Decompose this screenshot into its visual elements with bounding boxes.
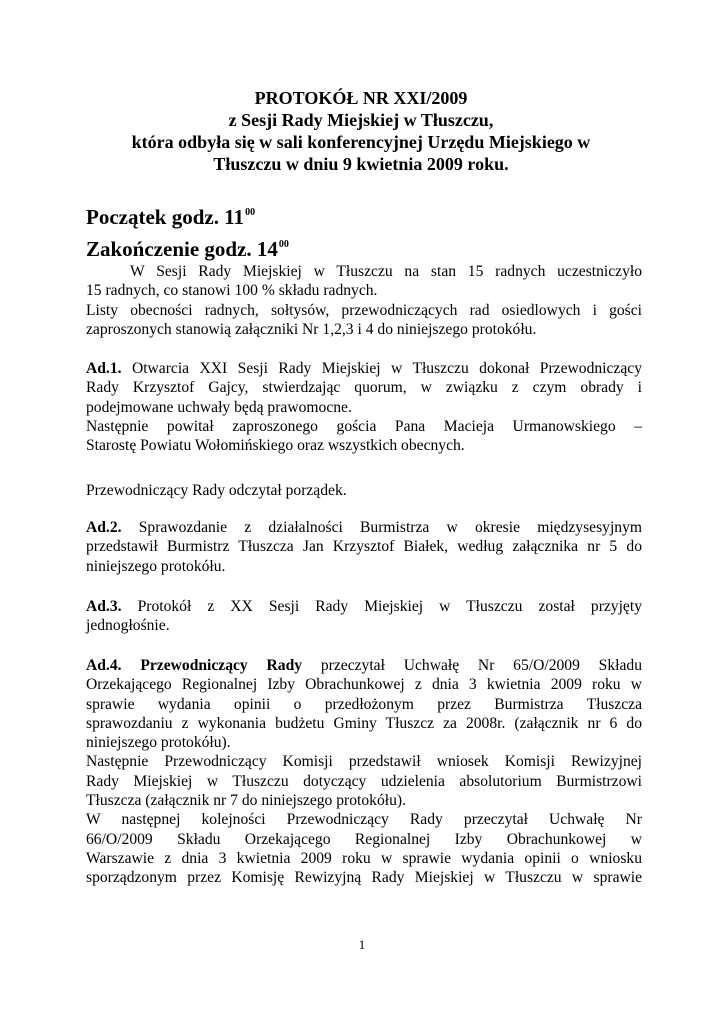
title-line-2: z Sesji Rady Miejskiej w Tłuszczu,	[228, 110, 494, 130]
title-line-4: Tłuszczu w dniu 9 kwietnia 2009 roku.	[213, 154, 509, 174]
intro-paragraph: W Sesji Rady Miejskiej w Tłuszczu na stan 15 radnych uczestniczyło 15 radnych, co stanowi 100 % składu radnych. Listy obecności radnych, sołtysów, przewodniczących rad osiedlowych i gości zaproszonych stanowią załączniki Nr 1,2,3 i 4 do niniejszego protokółu.	[86, 263, 642, 338]
end-time: Zakończenie godz. $14^{00}$	[86, 237, 289, 261]
ad2-label: Ad.2.	[86, 519, 122, 536]
agenda-paragraph: Przewodniczący Rady odczytał porządek.	[86, 482, 347, 499]
start-time: Początek godz. $11^{00}$	[86, 205, 256, 229]
ad4-paragraph: Ad.4. Przewodniczący Rady przeczytał Uchwałę Nr 65/O/2009 Składu Orzekającego Regionalnej Izby Obrachunkowej z dnia 3 kwietnia 2009 roku w sprawie wydania opinii o przedłożonym przez Burmistrza Tłuszcza sprawozdaniu z wykonania budżetu Gminy Tłuszcz za 2008r. (załącznik nr 6 do niniejszego protokółu). Następnie Przewodniczący Komisji przedstawił wniosek Komisji Rewizyjnej Rady Miejskiej w Tłuszczu dotyczący udzielenia absolutorium Burmistrzowi Tłuszcza (załącznik nr 7 do niniejszego protokółu). W następnej kolejności Przewodniczący Rady przeczytał Uchwałę Nr 66/O/2009 Składu Orzekającego Regionalnej Izby Obrachunkowej w Warszawie z dnia 3 kwietnia 2009 roku w sprawie wydania opinii o wniosku sporządzonym przez Komisję Rewizyjną Rady Miejskiej w Tłuszczu w sprawie	[86, 657, 643, 887]
title-line-1: PROTOKÓŁ NR XXI/2009	[254, 88, 468, 108]
document-title	[86, 87, 636, 175]
page-number: 1	[358, 937, 366, 952]
ad4-label: Ad.4.	[86, 657, 122, 674]
ad2-paragraph: Ad.2. Sprawozdanie z działalności Burmistrza w okresie międzysesyjnym przedstawił Burmistrz Tłuszcza Jan Krzysztof Białek, według załącznika nr 5 do niniejszego protokółu.	[86, 519, 642, 575]
ad4-bold-phrase: Przewodniczący Rady	[140, 657, 303, 674]
ad1-label: Ad.1.	[86, 360, 122, 377]
ad3-label: Ad.3.	[86, 598, 122, 615]
ad3-paragraph: Ad.3. Protokół z XX Sesji Rady Miejskiej w Tłuszczu został przyjęty jednogłośnie.	[86, 598, 642, 635]
session-times	[86, 199, 289, 263]
title-line-3: która odbyła się w sali konferencyjnej Urzędu Miejskiego w	[131, 132, 591, 152]
ad1-paragraph: Ad.1. Otwarcia XXI Sesji Rady Miejskiej w Tłuszczu dokonał Przewodniczący Rady Krzysztof Gajcy, stwierdzając quorum, w związku z czym obrady i podejmowane uchwały będą prawomocne. Następnie powitał zaproszonego gościa Pana Macieja Urmanowskiego – Starostę Powiatu Wołomińskiego oraz wszystkich obecnych.	[86, 360, 642, 455]
